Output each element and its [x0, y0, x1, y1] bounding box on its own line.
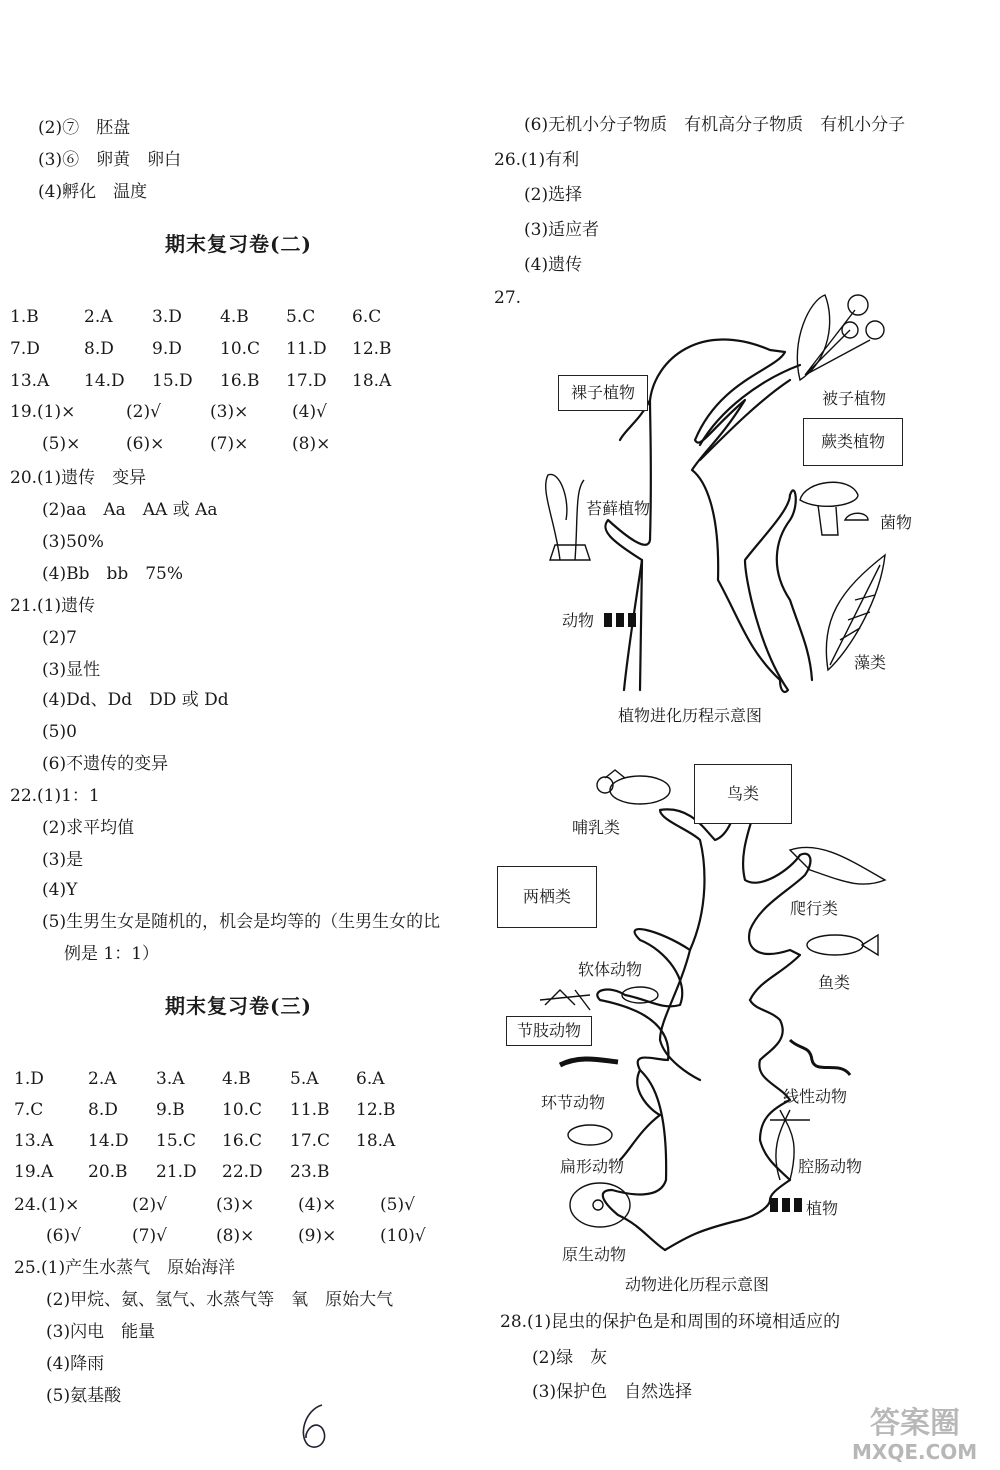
- label-protozoa: 原生动物: [562, 1245, 627, 1264]
- label-coelenterate: 腔肠动物: [798, 1157, 863, 1176]
- answer-line: (2)绿 灰: [532, 1348, 608, 1368]
- answer-line: (4)遗传: [524, 255, 583, 275]
- answer-cell: 1.D: [14, 1069, 44, 1089]
- answer-line: 25.(1)产生水蒸气 原始海洋: [14, 1258, 236, 1278]
- moss-icon: [546, 474, 584, 560]
- answer-cell: 2.A: [84, 307, 113, 327]
- answer-cell: (10)√: [380, 1226, 426, 1246]
- answer-line: (2)⑦ 胚盘: [38, 118, 131, 138]
- answer-cell: 15.D: [152, 371, 193, 391]
- answer-cell: (9)×: [298, 1226, 337, 1246]
- answer-cell: 6.A: [356, 1069, 385, 1089]
- answer-cell: 1.B: [10, 307, 39, 327]
- answer-cell: 2.A: [88, 1069, 117, 1089]
- answer-cell: (8)×: [292, 434, 331, 454]
- answer-cell: 3.A: [156, 1069, 185, 1089]
- answer-line: (4)Y: [42, 880, 78, 900]
- answer-line: 28.(1)昆虫的保护色是和周围的环境相适应的: [500, 1312, 841, 1332]
- answer-cell: (7)×: [210, 434, 249, 454]
- earthworm-icon: [560, 1059, 618, 1065]
- answer-cell: (4)√: [292, 402, 327, 422]
- label-angiosperm: 被子植物: [822, 389, 887, 408]
- roundworm-icon: [790, 1040, 850, 1075]
- answer-cell: 20.B: [88, 1162, 128, 1182]
- answer-cell: 8.D: [88, 1100, 118, 1120]
- label-mammal: 哺乳类: [572, 818, 621, 837]
- answer-cell: (3)×: [216, 1195, 255, 1215]
- answer-line: (3)适应者: [524, 220, 600, 240]
- answer-cell: (5)√: [380, 1195, 415, 1215]
- answer-line: 27.: [494, 288, 522, 308]
- label-plant: 植物: [806, 1199, 839, 1218]
- answer-cell: 16.C: [222, 1131, 263, 1151]
- answer-cell: 11.B: [290, 1100, 330, 1120]
- label-annelid: 环节动物: [541, 1093, 606, 1112]
- answer-line: 20.(1)遗传 变异: [10, 468, 147, 488]
- answer-cell: (2)√: [126, 402, 161, 422]
- answer-line: 例是 1：1）: [64, 944, 160, 964]
- answer-cell: 7.C: [14, 1100, 44, 1120]
- label-fungi: 菌物: [880, 513, 913, 532]
- figure-caption: 动物进化历程示意图: [625, 1275, 770, 1294]
- answer-cell: (3)×: [210, 402, 249, 422]
- answer-cell: 17.D: [286, 371, 327, 391]
- answer-cell: 12.B: [356, 1100, 396, 1120]
- label-moss: 苔藓植物: [586, 499, 651, 518]
- answer-cell: 18.A: [352, 371, 392, 391]
- answer-line: (3)保护色 自然选择: [532, 1382, 693, 1402]
- answer-cell: 4.B: [222, 1069, 251, 1089]
- label-nematode: 线性动物: [783, 1087, 848, 1106]
- answer-cell: 16.B: [220, 371, 260, 391]
- animal-marker-bars: [604, 613, 636, 627]
- answer-cell: (6)√: [46, 1226, 81, 1246]
- answer-cell: (6)×: [126, 434, 165, 454]
- watermark-url: MXQE.COM: [852, 1440, 978, 1464]
- label-arthropod: 节肢动物: [506, 1016, 592, 1046]
- answer-cell: 6.C: [352, 307, 382, 327]
- answer-line: (5)0: [42, 722, 77, 742]
- answer-line: (3)闪电 能量: [46, 1322, 156, 1342]
- answer-cell: 14.D: [84, 371, 125, 391]
- grasshopper-icon: [540, 990, 590, 1010]
- answer-cell: 5.C: [286, 307, 316, 327]
- answer-line: 26.(1)有利: [494, 150, 580, 170]
- fish-icon: [807, 935, 863, 955]
- answer-line: (2)7: [42, 628, 77, 648]
- section-title: 期末复习卷(三): [165, 994, 312, 1018]
- answer-line: (4)Bb bb 75%: [42, 564, 184, 584]
- answer-cell: 24.(1)×: [14, 1195, 80, 1215]
- answer-line: (3)50%: [42, 532, 104, 552]
- answer-cell: 13.A: [10, 371, 50, 391]
- answer-line: (2)aa Aa AA 或 Aa: [42, 500, 218, 520]
- flatworm-icon: [568, 1125, 612, 1145]
- answer-cell: 5.A: [290, 1069, 319, 1089]
- label-fish: 鱼类: [818, 973, 851, 992]
- answer-cell: 4.B: [220, 307, 249, 327]
- label-algae: 藻类: [854, 653, 887, 672]
- answer-cell: 13.A: [14, 1131, 54, 1151]
- label-gymnosperm: 裸子植物: [558, 375, 648, 411]
- answer-cell: (7)√: [132, 1226, 167, 1246]
- answer-line: (5)生男生女是随机的，机会是均等的（生男生女的比: [42, 912, 441, 932]
- answer-line: (3)显性: [42, 660, 101, 680]
- answer-cell: 3.D: [152, 307, 182, 327]
- answer-cell: 14.D: [88, 1131, 129, 1151]
- answer-line: (5)氨基酸: [46, 1386, 122, 1406]
- watermark-logo: 答案圈: [870, 1406, 960, 1441]
- label-animal: 动物: [562, 611, 595, 630]
- answer-line: (6)无机小分子物质 有机高分子物质 有机小分子: [524, 115, 906, 135]
- flower-icon: [848, 295, 868, 315]
- plant-marker-bars: [770, 1198, 802, 1212]
- mushroom-icon: [800, 482, 858, 506]
- answer-line: (4)降雨: [46, 1354, 105, 1374]
- answer-cell: 21.D: [156, 1162, 197, 1182]
- answer-cell: (4)×: [298, 1195, 337, 1215]
- answer-cell: 19.A: [14, 1162, 54, 1182]
- plant-tree-illustrations: [546, 295, 885, 670]
- label-mollusk: 软体动物: [578, 960, 643, 979]
- answer-cell: 9.D: [152, 339, 182, 359]
- answer-line: (2)甲烷、氨、氢气、水蒸气等 氧 原始大气: [46, 1290, 394, 1310]
- label-flatworm: 扁形动物: [560, 1157, 625, 1176]
- answer-cell: (5)×: [42, 434, 81, 454]
- answer-line: (3)⑥ 卵黄 卵白: [38, 150, 182, 170]
- answer-cell: 22.D: [222, 1162, 263, 1182]
- answer-line: (4)孵化 温度: [38, 182, 148, 202]
- figure-caption: 植物进化历程示意图: [618, 706, 763, 725]
- label-bird: 鸟类: [694, 764, 792, 824]
- label-fern: 蕨类植物: [803, 418, 903, 466]
- answer-line: 21.(1)遗传: [10, 596, 96, 616]
- answer-line: 22.(1)1：1: [10, 786, 100, 806]
- flower-icon: [866, 321, 884, 339]
- answer-cell: 10.C: [222, 1100, 263, 1120]
- answer-cell: (2)√: [132, 1195, 167, 1215]
- answer-line: (3)是: [42, 850, 84, 870]
- answer-cell: 11.D: [286, 339, 327, 359]
- answer-line: (2)求平均值: [42, 818, 135, 838]
- animal-tree-trunk: [597, 793, 810, 1250]
- answer-cell: 12.B: [352, 339, 392, 359]
- mushroom-icon: [845, 513, 868, 520]
- answer-line: (6)不遗传的变异: [42, 754, 169, 774]
- answer-cell: 9.B: [156, 1100, 185, 1120]
- answer-line: (4)Dd、Dd DD 或 Dd: [42, 690, 229, 710]
- answer-cell: 18.A: [356, 1131, 396, 1151]
- answer-line: (2)选择: [524, 185, 583, 205]
- answer-cell: 15.C: [156, 1131, 197, 1151]
- answer-cell: (8)×: [216, 1226, 255, 1246]
- label-reptile: 爬行类: [790, 899, 839, 918]
- amoeba-icon: [570, 1183, 630, 1227]
- answer-cell: 10.C: [220, 339, 261, 359]
- answer-cell: 23.B: [290, 1162, 330, 1182]
- answer-cell: 8.D: [84, 339, 114, 359]
- section-title: 期末复习卷(二): [165, 232, 312, 256]
- rabbit-icon: [610, 776, 670, 804]
- label-amphibian: 两栖类: [497, 866, 597, 928]
- answer-cell: 19.(1)×: [10, 402, 76, 422]
- answer-cell: 17.C: [290, 1131, 331, 1151]
- answer-cell: 7.D: [10, 339, 40, 359]
